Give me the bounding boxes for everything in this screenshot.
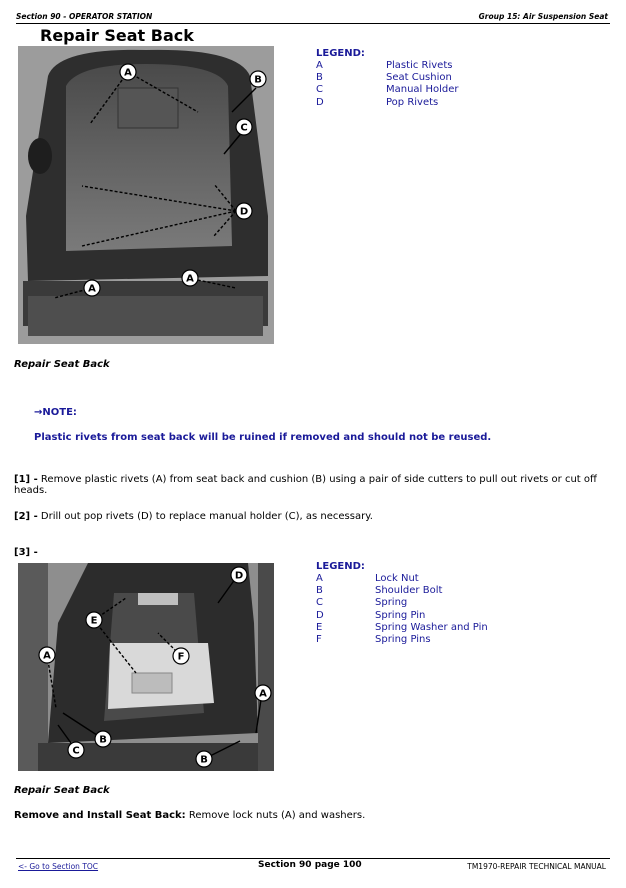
legend1-row <box>316 60 516 72</box>
legend2-row <box>316 634 536 646</box>
svg-text:B: B <box>200 754 208 766</box>
callout-a-top <box>120 64 136 80</box>
callout-d <box>231 567 247 583</box>
legend1-title: LEGEND: <box>316 48 365 59</box>
legend-label: Shoulder Bolt <box>375 585 443 597</box>
remove-install-text: Remove lock nuts (A) and washers. <box>185 810 366 821</box>
legend-key: E <box>316 621 323 633</box>
legend-label: Plastic Rivets <box>386 60 453 71</box>
svg-text:A: A <box>186 273 194 285</box>
legend-label: Spring Washer and Pin <box>375 621 488 633</box>
note-heading: →NOTE: <box>34 407 77 418</box>
svg-text:A: A <box>259 688 267 700</box>
legend-key: A <box>316 60 323 71</box>
svg-text:D: D <box>239 206 249 218</box>
callout-f <box>173 648 189 664</box>
svg-text:A: A <box>43 650 51 662</box>
legend-label: Pop Rivets <box>386 96 439 108</box>
legend-key: B <box>316 72 323 84</box>
legend2-title: LEGEND: <box>316 561 365 572</box>
legend-key: A <box>316 573 323 584</box>
svg-text:E: E <box>90 615 98 627</box>
manual-name: TM1970-REPAIR TECHNICAL MANUAL <box>467 862 606 871</box>
svg-text:A: A <box>124 67 132 79</box>
page-number: Section 90 page 100 <box>258 860 362 870</box>
legend2 <box>316 573 536 646</box>
legend-label: Lock Nut <box>375 573 419 584</box>
callout-a-right <box>182 270 198 286</box>
callout-b <box>250 71 266 87</box>
remove-install-label: Remove and Install Seat Back: <box>14 810 186 821</box>
callout-a-left <box>39 647 55 663</box>
callout-b-bottom <box>196 751 212 767</box>
legend-label: Manual Holder <box>386 84 459 96</box>
legend1-row <box>316 97 516 109</box>
legend1 <box>316 60 516 109</box>
legend-label: Spring <box>375 597 408 609</box>
step-1 <box>14 474 626 496</box>
step-text: Remove plastic rivets (A) from seat back and cushion (B) using a pair of side cutters to pull out rivets or cut off heads. <box>14 474 597 496</box>
step-2 <box>14 511 373 522</box>
callout-d <box>236 203 252 219</box>
legend2-row <box>316 610 536 622</box>
svg-text:C: C <box>240 122 248 134</box>
callout-c <box>68 742 84 758</box>
step-text: Drill out pop rivets (D) to replace manual holder (C), as necessary. <box>40 511 373 522</box>
toc-link-text[interactable]: <- Go to Section TOC <box>18 862 99 871</box>
svg-text:A: A <box>88 283 96 295</box>
remove-install-paragraph <box>14 810 365 821</box>
legend2-row <box>316 597 536 609</box>
svg-text:B: B <box>254 74 262 86</box>
page-title: Repair Seat Back <box>40 26 194 45</box>
callout-e <box>86 612 102 628</box>
callout-b-left <box>95 731 111 747</box>
footer-divider <box>16 858 610 859</box>
svg-text:D: D <box>234 570 244 582</box>
legend2-row <box>316 585 536 597</box>
figure1-caption: Repair Seat Back <box>14 359 110 370</box>
legend-key: F <box>316 633 322 645</box>
group-header: Group 15: Air Suspension Seat <box>478 12 608 21</box>
legend-key: C <box>316 597 323 609</box>
callout-c <box>236 119 252 135</box>
legend-label: Seat Cushion <box>386 72 452 84</box>
step-3 <box>14 547 38 558</box>
legend-label: Spring Pins <box>375 633 431 645</box>
legend-key: B <box>316 585 323 597</box>
svg-text:F: F <box>177 651 185 663</box>
legend1-row <box>316 84 516 96</box>
figure2-callouts <box>18 563 282 771</box>
go-to-section-toc-link[interactable] <box>18 862 98 871</box>
legend-key: D <box>316 609 324 621</box>
step-number: [2] - <box>14 511 38 522</box>
figure1-callouts <box>18 46 278 344</box>
legend2-row <box>316 622 536 634</box>
header-divider <box>16 23 610 24</box>
svg-text:B: B <box>99 734 107 746</box>
legend-key: C <box>316 84 323 96</box>
legend-key: D <box>316 96 324 108</box>
legend2-row <box>316 573 536 585</box>
legend1-row <box>316 72 516 84</box>
svg-text:C: C <box>72 745 80 757</box>
step-number: [3] - <box>14 547 38 558</box>
section-header: Section 90 - OPERATOR STATION <box>16 12 153 21</box>
callout-a-right <box>255 685 271 701</box>
figure2-caption: Repair Seat Back <box>14 785 110 796</box>
callout-a-left <box>84 280 100 296</box>
note-text: Plastic rivets from seat back will be ruined if removed and should not be reused. <box>34 432 492 443</box>
legend-label: Spring Pin <box>375 609 426 621</box>
step-number: [1] - <box>14 474 38 485</box>
